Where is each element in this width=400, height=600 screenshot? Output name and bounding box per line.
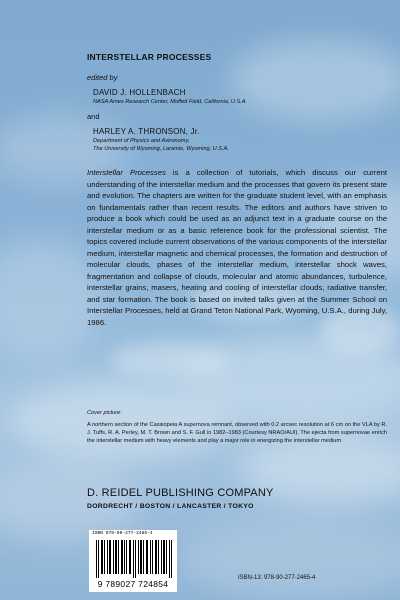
and-label: and [87, 112, 100, 121]
affiliation-line: NASA Ames Research Center, Moffett Field, California, U.S.A. [93, 99, 248, 105]
description-text: is a collection of tutorials, which discuss our current understanding of the interstellar medium and the processes that govern its present state and evolution. The chapters are written for the graduate student level, with an emphasis on fundamentals rather than recent results. The editors and authors have striven to produce a book which could be used as an adjunct text in a graduate course on the interstellar medium or as a basic reference book for the professional scientist. The topics covered include current observations of the various components of the interstellar medium, interstellar magnetic and chemical processes, the formation and destruction of molecular clouds, phases of the interstellar medium, interstellar shock waves, fragmentation and collapse of clouds, molecular and atomic abundances, turbulence, interstellar grains, masers, heating and cooling of interstellar clouds, radiative transfer, and star formation. The book is based on invited talks given at the Summer School on Interstellar Processes, held at Grand Teton National Park, Wyoming, U.S.A., during July, 1986. [87, 168, 388, 327]
edited-by-label: edited by [87, 73, 118, 82]
editor-affiliation-2 [93, 137, 229, 153]
cover-picture-caption: A northern section of the Cassiopeia A supernova remnant, observed with 0.2 arcsec resolution at 6 cm on the VLA by R. J. Tuffs, R. A. Perley, M. T. Brown and S. F. Gull in 1982–1983 (Courtesy NRAO/AUI). The ejecta from supernovae enrich the interstellar medium with heavy elements and play a major role in energizing the interstellar medium. [87, 422, 387, 444]
isbn-13: ISBN-13: 978-90-277-2465-4 [238, 575, 316, 581]
barcode-icon [96, 540, 174, 578]
editor-affiliation-1 [93, 98, 247, 106]
publisher-name: D. REIDEL PUBLISHING COMPANY [87, 487, 274, 499]
cover-picture-label: Cover picture: [87, 410, 122, 416]
editor-name-2: HARLEY A. THRONSON, Jr. [93, 127, 200, 136]
affiliation-line: The University of Wyoming, Laramie, Wyoming, U.S.A. [93, 146, 229, 152]
description-book-title: Interstellar Processes [87, 168, 166, 177]
barcode-digits: 9 789027 724854 [97, 579, 169, 589]
book-description [87, 167, 387, 328]
editor-name-1: DAVID J. HOLLENBACH [93, 88, 186, 97]
book-title: INTERSTELLAR PROCESSES [87, 52, 212, 62]
publisher-cities: DORDRECHT / BOSTON / LANCASTER / TOKYO [87, 503, 254, 510]
affiliation-line: Department of Physics and Astronomy, [93, 138, 190, 144]
barcode-isbn-text: ISBN 978-90-277-2485-4 [92, 531, 153, 536]
